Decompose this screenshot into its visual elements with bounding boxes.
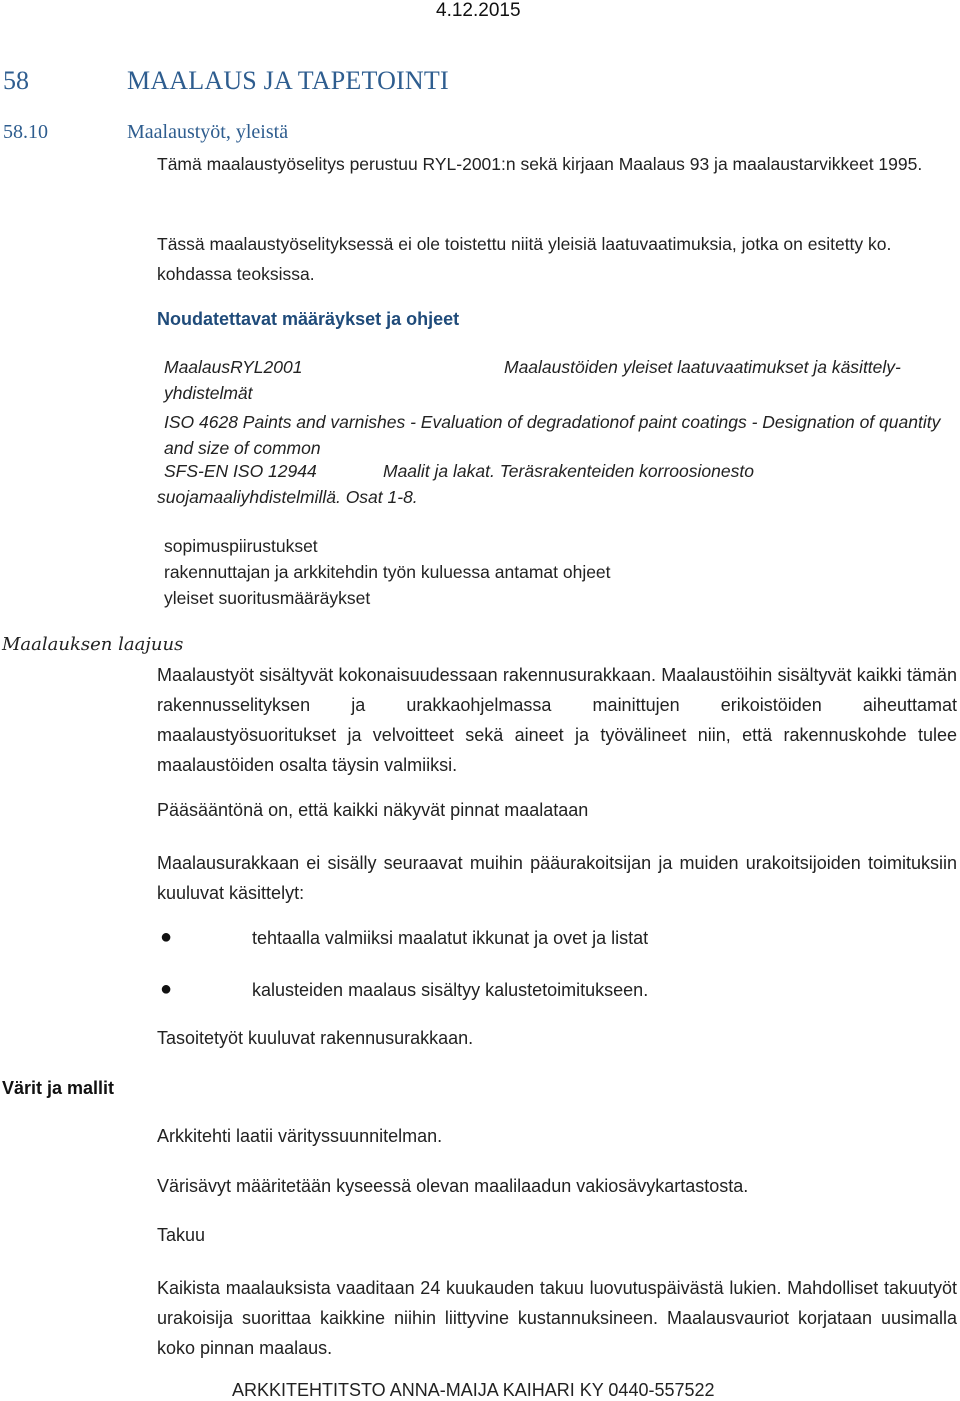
bullet-icon: ●: [160, 926, 173, 948]
intro-paragraph-1: Tämä maalaustyöselitys perustuu RYL-2001:n sekä kirjaan Maalaus 93 ja maalaustarvikkeet 1995.: [157, 154, 923, 174]
reference-title-continued: suojamaaliyhdistelmillä. Osat 1-8.: [157, 487, 418, 507]
colors-paragraph-1: Arkkitehti laatii värityssuunnitelman.: [157, 1126, 443, 1146]
warranty-heading: Takuu: [157, 1225, 206, 1245]
section-title: MAALAUS JA TAPETOINTI: [127, 66, 449, 95]
reference-title: Maalit ja lakat. Teräsrakenteiden korroosionesto: [383, 461, 754, 481]
list-item: yleiset suoritusmääräykset: [164, 588, 371, 608]
warranty-paragraph: Kaikista maalauksista vaaditaan 24 kuukauden takuu luovutuspäivästä lukien. Mahdolliset takuutyöt urakoisija suorittaa kaikkine niihin liittyvine kustannuksineen. Maalausvauriot korjataan uusimalla koko pinnan maalaus.: [157, 1278, 957, 1358]
page-footer: ARKKITEHTITSTO ANNA-MAIJA KAIHARI KY 0440-557522: [232, 1380, 715, 1400]
subsection-title: Maalaustyöt, yleistä: [127, 121, 289, 143]
scope-label: Maalauksen laajuus: [2, 634, 184, 655]
reference-code: SFS-EN ISO 12944: [164, 461, 317, 481]
list-item: rakennuttajan ja arkkitehdin työn kuluessa antamat ohjeet: [164, 562, 611, 582]
bullet-item: tehtaalla valmiiksi maalatut ikkunat ja ovet ja listat: [252, 928, 649, 948]
scope-paragraph-1: Maalaustyöt sisältyvät kokonaisuudessaan rakennusurakkaan. Maalaustöihin sisältyvät kaikki tämän rakennusselityksen ja urakkaohjelmassa mainittujen erikoistöiden aiheuttamat maalaustyösuoritukset ja velvoitteet sekä aineet ja työvälineet niin, että rakennuskohde tulee maalaustöiden osalta täysin valmiiksi.: [157, 665, 957, 775]
reference-title-continued: yhdistelmät: [164, 383, 253, 403]
list-item: sopimuspiirustukset: [164, 536, 318, 556]
scope-paragraph-3: Maalausurakkaan ei sisälly seuraavat muihin pääurakoitsijan ja muiden urakoitsijoiden toimituksiin kuuluvat käsittelyt:: [157, 853, 957, 903]
bullet-icon: ●: [160, 978, 173, 1000]
scope-paragraph-4: Tasoitetyöt kuuluvat rakennusurakkaan.: [157, 1028, 474, 1048]
regulations-heading: Noudatettavat määräykset ja ohjeet: [157, 309, 460, 329]
section-number: 58: [3, 66, 29, 95]
intro-paragraph-2: Tässä maalaustyöselityksessä ei ole toistettu niitä yleisiä laatuvaatimuksia, jotka on esitetty ko. kohdassa teoksissa.: [157, 234, 892, 284]
document-date: 4.12.2015: [436, 0, 521, 21]
reference-title: Maalaustöiden yleiset laatuvaatimukset ja käsittely-: [504, 357, 901, 377]
colors-paragraph-2: Värisävyt määritetään kyseessä olevan maalilaadun vakiosävykartastosta.: [157, 1176, 749, 1196]
colors-label: Värit ja mallit: [2, 1078, 115, 1098]
scope-paragraph-2: Pääsääntönä on, että kaikki näkyvät pinnat maalataan: [157, 800, 589, 820]
reference-code: MaalausRYL2001: [164, 357, 303, 377]
bullet-item: kalusteiden maalaus sisältyy kalustetoimitukseen.: [252, 980, 649, 1000]
subsection-number: 58.10: [3, 121, 48, 143]
reference-iso: ISO 4628 Paints and varnishes - Evaluation of degradationof paint coatings - Designation of quantity and size of common: [164, 412, 941, 458]
